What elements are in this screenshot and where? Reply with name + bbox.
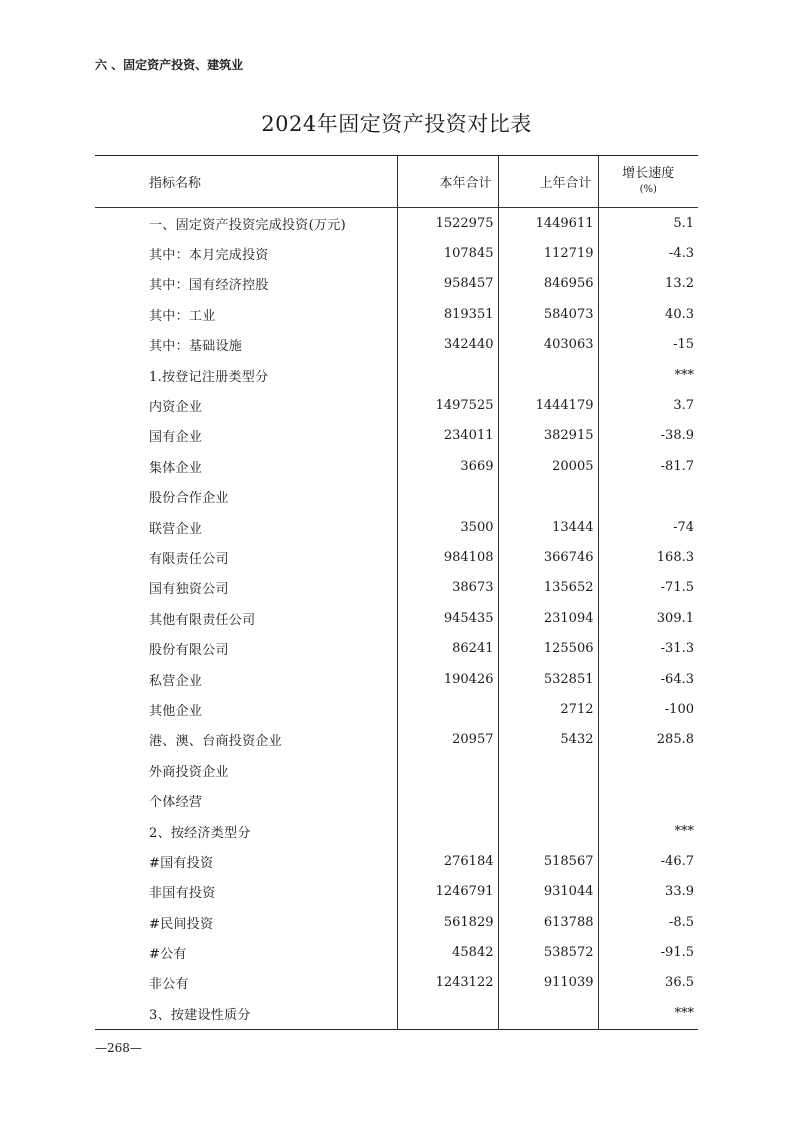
table-row <box>95 755 698 785</box>
row-growth-cell: 13.2 <box>598 269 698 299</box>
investment-comparison-table <box>95 155 698 1030</box>
header-growth-rate <box>598 156 698 208</box>
row-name-cell: 股份有限公司 <box>149 643 229 659</box>
row-growth-cell <box>598 785 698 815</box>
row-current-cell: 20957 <box>397 725 498 755</box>
table-row <box>95 330 698 360</box>
row-current-cell <box>397 816 498 846</box>
row-growth-cell: *** <box>598 998 698 1029</box>
table-row <box>95 390 698 420</box>
row-current-cell: 561829 <box>397 907 498 937</box>
row-growth-cell: 36.5 <box>598 968 698 998</box>
table-row <box>95 482 698 512</box>
row-current-cell: 342440 <box>397 330 498 360</box>
row-growth-cell: -81.7 <box>598 451 698 481</box>
row-growth-cell: 309.1 <box>598 603 698 633</box>
table-row <box>95 907 698 937</box>
row-previous-cell <box>498 482 598 512</box>
row-previous-cell: 613788 <box>498 907 598 937</box>
row-current-cell: 86241 <box>397 633 498 663</box>
header-previous-year: 上年合计 <box>498 156 598 208</box>
row-name-cell: 国有企业 <box>149 430 203 446</box>
table-row <box>95 238 698 268</box>
table-row <box>95 299 698 329</box>
row-previous-cell <box>498 755 598 785</box>
row-previous-cell: 125506 <box>498 633 598 663</box>
row-current-cell: 1522975 <box>397 208 498 239</box>
row-current-cell <box>397 785 498 815</box>
row-current-cell: 190426 <box>397 664 498 694</box>
row-previous-cell: 403063 <box>498 330 598 360</box>
row-growth-cell: -91.5 <box>598 937 698 967</box>
row-growth-cell: 40.3 <box>598 299 698 329</box>
table-row <box>95 603 698 633</box>
row-previous-cell: 5432 <box>498 725 598 755</box>
row-previous-cell: 1449611 <box>498 208 598 239</box>
row-previous-cell: 20005 <box>498 451 598 481</box>
header-current-year: 本年合计 <box>397 156 498 208</box>
row-name-cell: 一、固定资产投资完成投资(万元) <box>149 217 346 233</box>
table-row <box>95 360 698 390</box>
row-previous-cell: 112719 <box>498 238 598 268</box>
row-name-cell: #国有投资 <box>149 855 214 871</box>
row-growth-cell: *** <box>598 360 698 390</box>
row-growth-cell: 285.8 <box>598 725 698 755</box>
row-current-cell: 945435 <box>397 603 498 633</box>
table-row <box>95 816 698 846</box>
row-growth-cell <box>598 482 698 512</box>
row-current-cell: 45842 <box>397 937 498 967</box>
row-name-cell: 联营企业 <box>149 521 203 537</box>
row-current-cell: 276184 <box>397 846 498 876</box>
row-previous-cell <box>498 785 598 815</box>
row-name-cell: 其他有限责任公司 <box>149 612 256 628</box>
row-growth-cell: -74 <box>598 512 698 542</box>
row-name-cell: 其他企业 <box>149 703 203 719</box>
row-growth-cell: -15 <box>598 330 698 360</box>
row-current-cell <box>397 694 498 724</box>
row-growth-cell: 168.3 <box>598 542 698 572</box>
table-row <box>95 968 698 998</box>
row-growth-cell: -38.9 <box>598 421 698 451</box>
header-growth-unit: (%) <box>639 183 657 195</box>
row-current-cell: 234011 <box>397 421 498 451</box>
row-name-cell: 非国有投资 <box>149 886 216 902</box>
row-previous-cell: 931044 <box>498 877 598 907</box>
table-row <box>95 664 698 694</box>
table-body <box>95 208 698 1030</box>
row-name-cell: 3、按建设性质分 <box>149 1007 251 1023</box>
row-previous-cell: 135652 <box>498 573 598 603</box>
row-name-cell: 国有独资公司 <box>149 582 229 598</box>
row-name-cell: 集体企业 <box>149 460 203 476</box>
row-name-cell: #民间投资 <box>149 916 214 932</box>
row-previous-cell: 366746 <box>498 542 598 572</box>
row-growth-cell: -46.7 <box>598 846 698 876</box>
row-current-cell <box>397 360 498 390</box>
table-row <box>95 998 698 1029</box>
row-growth-cell: 33.9 <box>598 877 698 907</box>
row-name-cell: 外商投资企业 <box>149 764 229 780</box>
row-previous-cell: 846956 <box>498 269 598 299</box>
row-name-cell: 其中：基础设施 <box>149 339 243 355</box>
row-previous-cell <box>498 360 598 390</box>
row-previous-cell: 1444179 <box>498 390 598 420</box>
row-current-cell: 38673 <box>397 573 498 603</box>
row-growth-cell <box>598 755 698 785</box>
row-current-cell: 107845 <box>397 238 498 268</box>
page-number: —268— <box>95 1041 142 1055</box>
row-name-cell: 1.按登记注册类型分 <box>149 369 269 385</box>
row-current-cell <box>397 998 498 1029</box>
row-name-cell: 2、按经济类型分 <box>149 825 251 841</box>
header-indicator-name: 指标名称 <box>95 156 397 208</box>
row-current-cell: 1243122 <box>397 968 498 998</box>
table-row <box>95 877 698 907</box>
row-growth-cell: -8.5 <box>598 907 698 937</box>
row-name-cell: #公有 <box>149 947 187 963</box>
row-current-cell: 958457 <box>397 269 498 299</box>
table-row <box>95 937 698 967</box>
row-previous-cell: 382915 <box>498 421 598 451</box>
row-name-cell: 其中：本月完成投资 <box>149 248 269 264</box>
row-name-cell: 内资企业 <box>149 400 203 416</box>
table-row <box>95 421 698 451</box>
table-row <box>95 633 698 663</box>
table-row <box>95 269 698 299</box>
table-row <box>95 512 698 542</box>
row-name-cell: 其中：工业 <box>149 308 216 324</box>
table-header-row <box>95 156 698 208</box>
row-name-cell: 股份合作企业 <box>149 491 229 507</box>
row-current-cell: 3500 <box>397 512 498 542</box>
row-previous-cell: 13444 <box>498 512 598 542</box>
table-row <box>95 542 698 572</box>
row-growth-cell: *** <box>598 816 698 846</box>
row-current-cell <box>397 482 498 512</box>
row-name-cell: 个体经营 <box>149 795 203 811</box>
row-current-cell <box>397 755 498 785</box>
section-title: 六 、固定资产投资、建筑业 <box>95 58 244 72</box>
row-previous-cell: 532851 <box>498 664 598 694</box>
row-name-cell: 其中：国有经济控股 <box>149 278 269 294</box>
row-growth-cell: 3.7 <box>598 390 698 420</box>
row-current-cell: 984108 <box>397 542 498 572</box>
table-row <box>95 451 698 481</box>
row-current-cell: 3669 <box>397 451 498 481</box>
row-name-cell: 港、澳、台商投资企业 <box>149 734 283 750</box>
row-previous-cell: 231094 <box>498 603 598 633</box>
row-previous-cell: 2712 <box>498 694 598 724</box>
table-row <box>95 694 698 724</box>
table-row <box>95 725 698 755</box>
table-row <box>95 785 698 815</box>
header-growth-label: 增长速度 <box>622 165 675 181</box>
table-title: 2024年固定资产投资对比表 <box>261 112 532 136</box>
row-growth-cell: -31.3 <box>598 633 698 663</box>
row-previous-cell <box>498 998 598 1029</box>
row-previous-cell: 518567 <box>498 846 598 876</box>
row-previous-cell: 911039 <box>498 968 598 998</box>
row-current-cell: 819351 <box>397 299 498 329</box>
table-row <box>95 573 698 603</box>
row-growth-cell: -71.5 <box>598 573 698 603</box>
row-name-cell: 私营企业 <box>149 673 203 689</box>
row-growth-cell: -4.3 <box>598 238 698 268</box>
table-row <box>95 846 698 876</box>
row-previous-cell: 538572 <box>498 937 598 967</box>
row-previous-cell: 584073 <box>498 299 598 329</box>
row-current-cell: 1246791 <box>397 877 498 907</box>
row-growth-cell: -64.3 <box>598 664 698 694</box>
row-name-cell: 有限责任公司 <box>149 551 229 567</box>
row-current-cell: 1497525 <box>397 390 498 420</box>
row-growth-cell: 5.1 <box>598 208 698 239</box>
table-row <box>95 208 698 239</box>
row-growth-cell: -100 <box>598 694 698 724</box>
row-previous-cell <box>498 816 598 846</box>
row-name-cell: 非公有 <box>149 977 189 993</box>
